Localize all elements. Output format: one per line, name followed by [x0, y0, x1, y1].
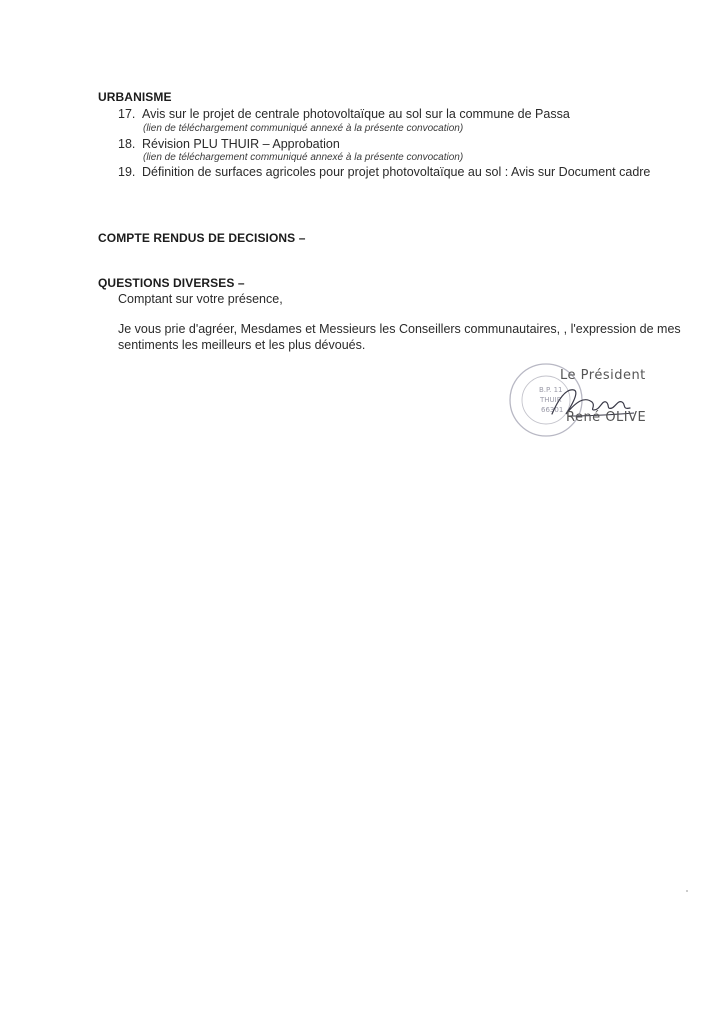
item-note: (lien de téléchargement communiqué annexé à la présente convocation) — [143, 123, 464, 134]
item-number: 19. — [118, 165, 136, 179]
section-heading-compte-rendus: COMPTE RENDUS DE DECISIONS – — [98, 231, 306, 245]
signatory-title: Le Président — [560, 368, 646, 383]
scan-mark — [686, 890, 688, 892]
item-text: Avis sur le projet de centrale photovoltaïque au sol sur la commune de Passa — [142, 107, 570, 121]
signatory-name: René OLIVE — [566, 410, 647, 425]
closing-line: Comptant sur votre présence, — [118, 292, 283, 306]
section-heading-urbanisme: URBANISME — [98, 90, 172, 104]
svg-text:66301: 66301 — [541, 406, 564, 414]
svg-text:B.P. 11: B.P. 11 — [539, 386, 563, 394]
agenda-item-18 — [118, 137, 340, 153]
item-note: (lien de téléchargement communiqué annexé à la présente convocation) — [143, 152, 464, 163]
item-text: Définition de surfaces agricoles pour projet photovoltaïque au sol : Avis sur Document cadre — [142, 165, 651, 179]
agenda-item-19 — [118, 165, 650, 181]
item-text: Révision PLU THUIR – Approbation — [142, 137, 340, 151]
item-number: 18. — [118, 137, 136, 151]
closing-paragraph-line-2: sentiments les meilleurs et les plus dévoués. — [118, 338, 366, 352]
item-number: 17. — [118, 107, 136, 121]
svg-text:THUIR: THUIR — [540, 396, 562, 404]
closing-paragraph-line-1: Je vous prie d'agréer, Mesdames et Messieurs les Conseillers communautaires, , l'expression de mes — [118, 322, 681, 336]
section-heading-questions-diverses: QUESTIONS DIVERSES – — [98, 276, 245, 290]
agenda-item-17 — [118, 107, 570, 123]
